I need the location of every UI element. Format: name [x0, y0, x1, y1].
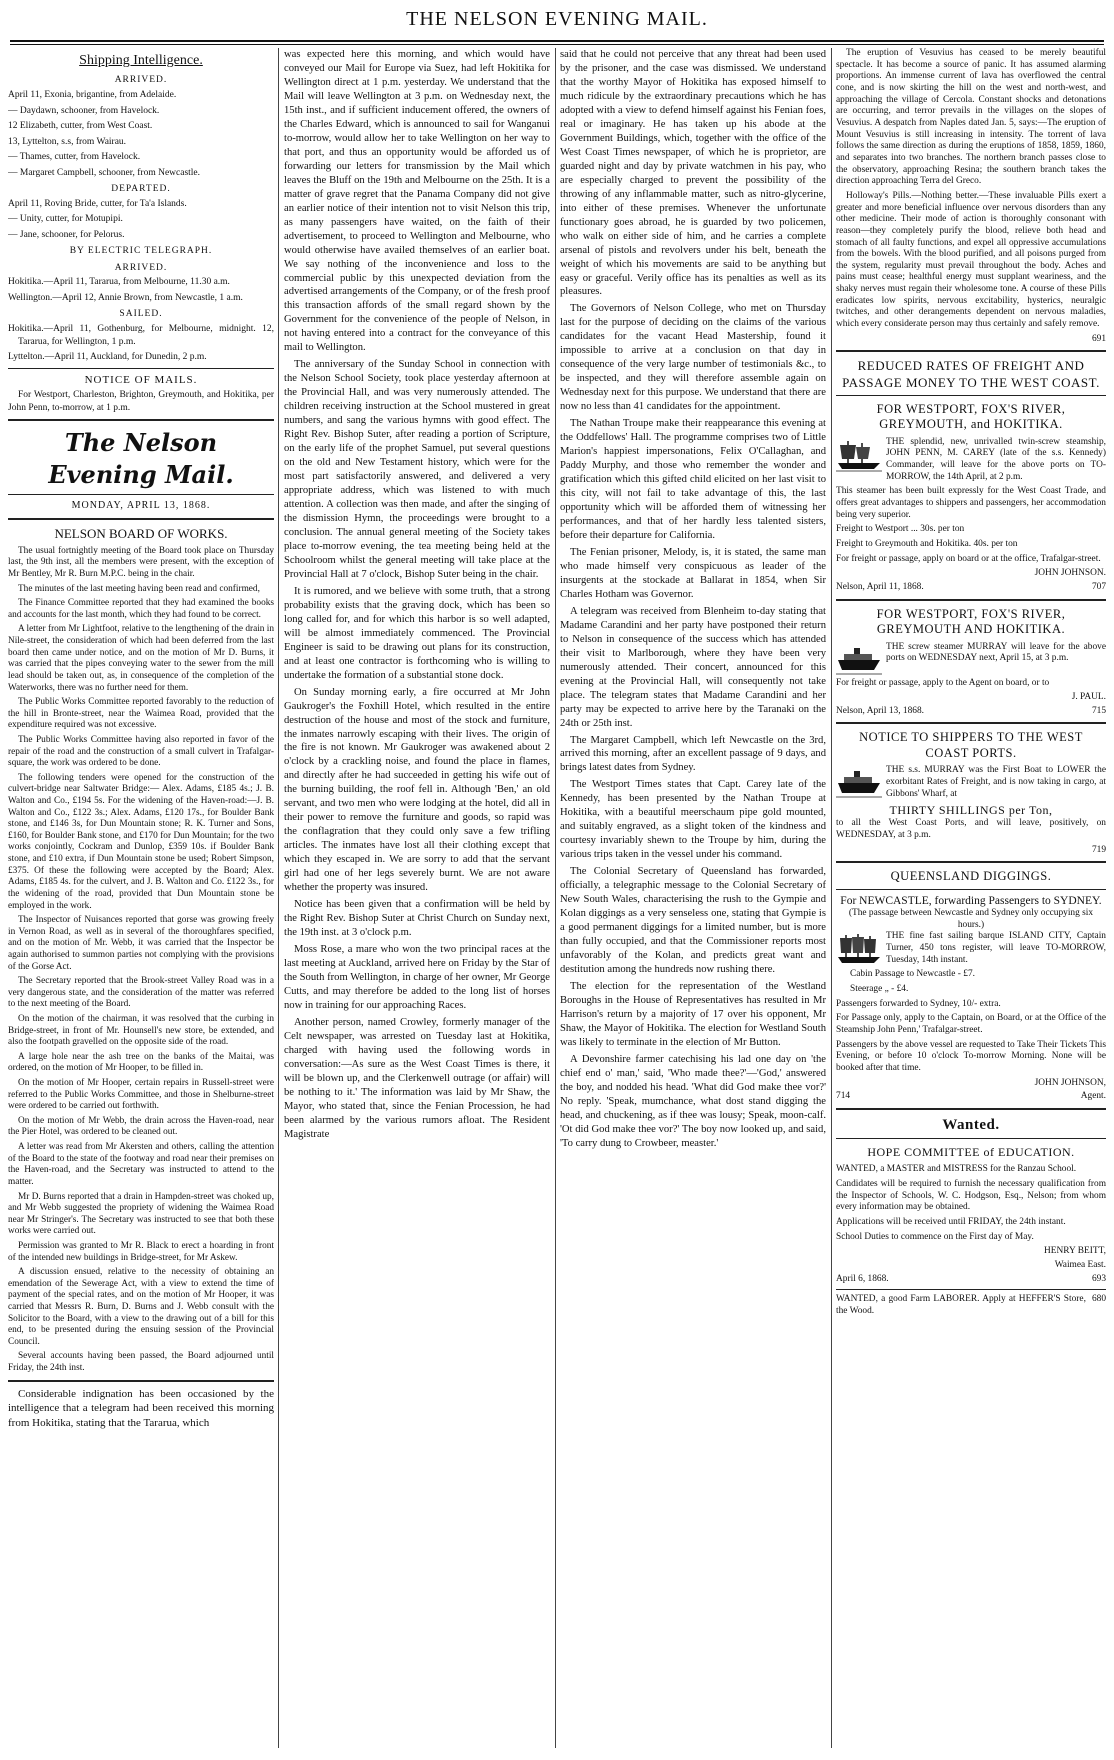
column-rule: [278, 48, 279, 1748]
paragraph: A discussion ensued, relative to the necessity of obtaining an emendation of the Sewerage Act, with a view to extend the time of payment of the special rates, and on the motion of Mr Hooper, it was carried that Messrs R. Burn, D. Burns and J. Webb consult with the Solicitor to the Board, with a view to the drawing out of a bill for this end, to be presented during the ensuing session of the Provincial Council.: [8, 1267, 274, 1347]
arrived-list: [8, 89, 274, 179]
paragraph: A large hole near the ash tree on the banks of the Maitai, was ordered, on the motion of Mr Hooper, to be filled in.: [8, 1051, 274, 1074]
ad-text: This steamer has been built expressly for the West Coast Trade, and offers great advantages to shippers and passengers, her accommodation being very superior.: [836, 486, 1106, 520]
ad-murray: [836, 607, 1106, 718]
divider: [836, 861, 1106, 863]
ad-notice-shippers: [836, 730, 1106, 856]
paragraph: On the motion of Mr Webb, the drain across the Haven-road, near the Pier Hotel, was ordered to be cleaned out.: [8, 1115, 274, 1138]
fare-line: Steerage „ - £4.: [850, 983, 909, 994]
ad-text: THE screw steamer MURRAY will leave for the above ports on WEDNESDAY next, April 15, at 3 p.m.: [886, 641, 1106, 664]
paragraph: The Inspector of Nuisances reported that gorse was growing freely in Vernon Road, as well as in several of the thoroughfares specified, and on the motion of Mr. Webb, it was carried that the Inspector be again authorised to summon parties not complying with the provisions of the Gorse Act.: [8, 915, 274, 972]
freight-line: Freight to Greymouth and Hokitika. 40s. per ton: [836, 538, 1018, 549]
board-title: NELSON BOARD OF WORKS.: [54, 525, 228, 541]
paragraph: said that he could not perceive that any threat had been used by the prisoner, and the case was dismissed. We understand that the worthy Mayor of Hokitika has exposed himself to much ridicule by the extraordinary precautions which he has adopted with a view to defend himself against his Fenian foes, real or imaginary. He has taken up his abode at the Government Buildings, which, together with the office of the West Coast Times newspaper, of which he is proprietor, are guarded night and day by private watchmen in his pay, who are especially charged to prevent the possibility of the throwing of any inflammable matter, such as nitro-glycerine, into either of these premises. Whenever the unfortunate functionary goes abroad, he is guarded by two policemen, who walk on either side of him, and he carries a complete arsenal of pistols and revolvers under his belt, beneath the weight of which his movements are said to be anything but easy or graceful. Verily office has its penalties as well as its pleasures.: [560, 49, 826, 298]
sailed-list: [8, 323, 274, 364]
column-2: [284, 48, 550, 1748]
mails-title: NOTICE OF MAILS.: [84, 373, 198, 386]
ad-number: 715: [1091, 705, 1106, 716]
paragraph: On Sunday morning early, a fire occurred at Mr John Gaukroger's the Foxhill Hotel, which resulted in the entire destruction of the house and most of the stock and furniture, the inmates narrowly escaping with their lives. The origin of the fire is not known. Mr Gaukroger was awakened about 2 o'clock by a crackling noise, and found the place in flames, and directly after he had succeeded in getting his wife out of the burning building, the roof fell in. Although 'Ben,' an old servant, and two men who were lodging at the hotel, did all in their power to remove the furniture and goods, so rapid was the conflagration that they could only save a few trifling articles. The inmates have lost all their clothing except that which they escaped in. We are sorry to add that the servant girl had one of her legs severely burnt. We are not aware whether the property was insured.: [284, 686, 550, 894]
ad-rate: THIRTY SHILLINGS per Ton,: [889, 803, 1053, 818]
list-item: — Unity, cutter, for Motupipi.: [8, 214, 123, 225]
fare-line: Cabin Passage to Newcastle - £7.: [850, 969, 975, 980]
arrived-label: ARRIVED.: [114, 75, 168, 86]
ad-date: Nelson, April 11, 1868.: [836, 581, 924, 592]
ad-text: Passengers by the above vessel are requested to Take Their Tickets This Evening, or before 10 o'clock To-morrow Morning. None will be booked after that time.: [836, 1039, 1106, 1073]
paragraph: Permission was granted to Mr R. Black to erect a hoarding in front of the intended new buildings in Bridge-street, for Mr Askew.: [8, 1240, 274, 1263]
column-1: [8, 48, 274, 1748]
ad-text: Applications will be received until FRIDAY, the 24th instant.: [836, 1216, 1066, 1227]
list-item: Hokitika.—April 11, Gothenburg, for Melbourne, midnight. 12, Tararua, for Wellington, 1 p.m.: [8, 323, 274, 347]
paragraph: Another person, named Crowley, formerly manager of the Celt newspaper, was arrested on Tuesday last at Hokitika, charged with having used the following words in conversation:—As sure as the West Coast Times is there, it will be blown up, and the Clerkenwell outrage (or affair) will be nothing to it.' The information was laid by Mr Shaw, the Mayor, who stated that, since the Fenian Procession, he had been alarmed by the various rumors afloat. The Resident Magistrate: [284, 1016, 550, 1140]
divider: [8, 1380, 274, 1382]
paragraph: The election for the representation of the Westland Boroughs in the House of Representatives has resulted in Mr Harrison's return by a majority of 17 over his opponent, Mr Shaw, the Mayor of Hokitika. The election for Westland South was likely to terminate in the election of Mr Button.: [560, 980, 826, 1048]
ad-text: School Duties to commence on the First day of May.: [836, 1231, 1034, 1242]
departed-list: [8, 198, 274, 242]
paragraph: The Colonial Secretary of Queensland has forwarded, officially, a telegraphic message to the Colonial Secretary of New South Wales, characterising the rush to the Gympie and Kolan diggings as a very senseless one, stating that Gympie is a good permanent diggings for a limited number, but is more than fully occupied, and that the Commissioner reports most unfavorably of the Kolan, and predicts great want and destitution among the hundreds now rushing there.: [560, 866, 826, 975]
wanted-title: Wanted.: [942, 1116, 1000, 1133]
paragraph: A telegram was received from Blenheim to-day stating that Madame Carandini and her party have postponed their return to Nelson in consequence of the success which has attended their visit to Marlborough, where they have been very numerously attended. Their concert, announced for this evening at the Provincial Hall, will consequently not take place. The telegram states that Madame Carandini and her party may be expected to arrive here by the Taranaki on the 24th or 25th inst.: [560, 605, 826, 729]
divider: [8, 419, 274, 421]
divider: [836, 1138, 1106, 1139]
ad-text: For freight or passage, apply to the Agent on board, or to: [836, 677, 1050, 688]
ad-title: FOR WESTPORT, FOX'S RIVER, GREYMOUTH, and HOKITIKA.: [876, 401, 1066, 432]
list-item: — Margaret Campbell, schooner, from Newcastle.: [8, 167, 201, 178]
ad-signature: JOHN JOHNSON,: [1034, 1077, 1106, 1088]
paragraph: On the motion of the chairman, it was resolved that the curbing in Bridge-street, in front of Mr. Hounsell's new store, be extended, and also the footpath gravelled on the opposite side of the road.: [8, 1013, 274, 1048]
ad-text: For Passage only, apply to the Captain, on Board, or at the Office of the Steamship John Penn,' Trafalgar-street.: [836, 1013, 1106, 1035]
paragraph: The Public Works Committee having also reported in favor of the repair of the road and the construction of a small culvert in Trafalgar-square, the work was ordered to be done.: [8, 734, 274, 769]
list-item: — Daydawn, schooner, from Havelock.: [8, 105, 160, 116]
list-item: Hokitika.—April 11, Tararua, from Melbourne, 11.30 a.m.: [8, 277, 230, 288]
column-4: [836, 48, 1106, 1748]
holloway-paragraph: Holloway's Pills.—Nothing better.—These invaluable Pills exert a greater and more beneficial influence over nervous disorders than any other medicine. Their mode of action is thoroughly consonant with reason—they completely purify the blood, relieve both head and stomach of all faulty functions, and expel all oppressive accumulations from the bowels. With the blood purified, and all poisons purged from the system, regularity must prevail throughout the body. Aches and pains must cease; healthful energy must supplant weariness, and the shaky nerves must regain their wholesome tone. A course of these Pills eradicates low spirits, nervous excitability, hysterics, neuralgic twitches, and other derangements dependent on nervous maladies, which every considerate person may thus certainly and safely remove.: [836, 190, 1106, 330]
paper-title: The Nelson Evening Mail.: [48, 428, 234, 489]
divider: [836, 1108, 1106, 1110]
ad-text: THE s.s. MURRAY was the First Boat to LOWER the exorbitant Rates of Freight, and is now taking in cargo, at Gibbons' Wharf, at: [886, 765, 1106, 799]
departed-label: DEPARTED.: [111, 184, 171, 195]
ad-title: QUEENSLAND DIGGINGS.: [890, 869, 1052, 884]
top-rule: [10, 40, 1104, 45]
list-item: — Thames, cutter, from Havelock.: [8, 152, 141, 163]
ad-signature: JOHN JOHNSON.: [1034, 568, 1106, 579]
ad-hope-committee: [836, 1145, 1106, 1285]
ad-date: Nelson, April 13, 1868.: [836, 705, 925, 716]
ad-footer: [836, 706, 1106, 718]
divider: [836, 889, 1106, 890]
divider: [836, 350, 1106, 352]
indignation-paragraph: Considerable indignation has been occasioned by the intelligence that a telegram had been received this morning from Hokitika, stating that the Tararua, which: [8, 1387, 274, 1429]
paragraph: The Public Works Committee reported favorably to the reduction of the hill in Bronte-street, near the Waimea Road, provided that the expenditure required was not excessive.: [8, 697, 274, 731]
telegraph-label: BY ELECTRIC TELEGRAPH.: [69, 246, 213, 257]
ad-title: HOPE COMMITTEE of EDUCATION.: [867, 1145, 1075, 1160]
paragraph: The anniversary of the Sunday School in connection with the Nelson School Society, took place yesterday afternoon at the Provincial Hall, and was very numerously attended. The children receiving instruction at the School mustered in great numbers, and sang the various hymns with good effect. The Right Rev. Bishop Suter, after reading a portion of Scripture, on the early life of the prophet Samuel, put several questions on the old and New Testament history, which were for the most part satisfactorily answered, and delivered a very appropriate address, which was listened to with much attention. A collection was then made, and after the singing of the dismission Hymn, the proceedings were brought to a conclusion. The annual general meeting of the Society takes place to-morrow evening, the tea meeting being held at the Schoolroom whilst the general meeting will take place at the Provincial Hall at 7 o'clock, Bishop Suter being in the chair.: [284, 359, 550, 580]
list-item: 13, Lyttelton, s.s, from Wairau.: [8, 136, 127, 147]
paragraph: Mr D. Burns reported that a drain in Hampden-street was choked up, and Mr Webb suggested the propriety of widening the Waimea Road near Mr Stringer's. The Secretary was instructed to see that both these works were carried out.: [8, 1191, 274, 1237]
sailed-label: SAILED.: [119, 309, 163, 320]
barque-icon: [836, 933, 882, 967]
ad-text: to all the West Coast Ports, and will leave, positively, on WEDNESDAY, at 3 p.m.: [836, 818, 1106, 840]
ad-footer: [836, 582, 1106, 594]
divider: [836, 599, 1106, 601]
paragraph: A letter from Mr Lightfoot, relative to the lengthening of the drain in Nile-street, the consideration of which had been deferred from the last board then came under notice, and on the motion of Mr D. Burns, it was carried that the pipes conveying water to the sewer from the mill lead should be taken out, as, in consequence of the completion of the Waterworks, there was no further need for them.: [8, 624, 274, 693]
ad-text: Passengers forwarded to Sydney, 10/- extra.: [836, 998, 1001, 1009]
column-rule: [831, 48, 832, 1748]
paragraph: The following tenders were opened for the construction of the culvert-bridge near Saltwater Bridge:— Alex. Adams, £185 4s.; J. B. Walton and Co., £194 5s. For the widening of the Haven-road:—J. B. Walton and Co., £122 3s.; Alex. Adams, £120 17s., for Boulder Bank stone, and £146 3s, for Dun Mountain stone; R. K. Turner and Sons, £160, for Boulder Bank stone, and £170 for Dun Mountain; for the two works conjointly, Cockram and Dunlop, £359 10s. if Boulder Bank stone, and £10 extra, if Dun Mountain stone be used; Robert Simpson, £375. Of these the following were accepted by the Board; Alex. Adams, £185 4s. for the culvert, and J. B. Walton and Co. £122 3s., for the widening of the road, provided that Dun Mountain stone be employed in the work.: [8, 772, 274, 911]
paragraph: The Finance Committee reported that they had examined the books and accounts for the last month, which they had found to be correct.: [8, 598, 274, 620]
steamer-icon: [836, 644, 882, 678]
ad-number: 691: [1091, 333, 1106, 344]
board-article: [8, 546, 274, 1375]
ad-text: THE fine fast sailing barque ISLAND CITY, Captain Turner, 450 tons register, will leave TO-MORROW, Tuesday, 14th instant.: [886, 931, 1106, 965]
ad-footer: [836, 1091, 1106, 1103]
column-3: [560, 48, 826, 1748]
list-item: Wellington.—April 12, Annie Brown, from Newcastle, 1 a.m.: [8, 292, 243, 303]
ad-footer: [836, 1274, 1106, 1286]
masthead: THE NELSON EVENING MAIL.: [406, 8, 708, 30]
column-rule: [555, 48, 556, 1748]
telegraph-arrived-list: [8, 276, 274, 304]
ad-text: For freight or passage, apply on board or at the office, Trafalgar-street.: [836, 553, 1101, 564]
list-item: April 11, Roving Bride, cutter, for Ta'a Islands.: [8, 198, 187, 209]
ad-title: FOR WESTPORT, FOX'S RIVER, GREYMOUTH AND HOKITIKA.: [876, 606, 1066, 636]
divider: [836, 1289, 1106, 1290]
ad-number: 719: [1091, 844, 1106, 855]
paragraph: Moss Rose, a mare who won the two principal races at the last meeting at Auckland, arrived here on Friday by the Star of the South from Wellington, in charge of her owner, Mr George Cutts, and may therefore be added to the long list of horses now in training for our approaching Races.: [284, 944, 550, 1011]
ad-text: Candidates will be required to furnish the necessary qualification from the Inspector of Schools, W. C. Hodgson, Esq., Nelson; from whom every information may be obtained.: [836, 1179, 1106, 1213]
ship-icon: [836, 439, 882, 473]
paragraph: On the motion of Mr Hooper, certain repairs in Russell-street were referred to the Public Works Committee, and those in Shelburne-street were ordered to be carried out forthwith.: [8, 1078, 274, 1112]
ad-signature: J. PAUL.: [1071, 692, 1106, 703]
ad-john-penn: [836, 402, 1106, 594]
ad-agent: Agent.: [1080, 1091, 1106, 1102]
vesuvius-paragraph: The eruption of Vesuvius has ceased to be merely beautiful spectacle. It has become a source of panic. It has assumed alarming proportions. An immense current of lava has overflowed the central cone, and is now skirting the hill on the west and north-west, and approaching the village of Cercola. Constant shocks and detonations are occurring, and terror prevails in the villages on the slopes of Vesuvius. A despatch from Naples dated Jan. 5, says:—The eruption of Mount Vesuvius is still increasing in intensity. The torrent of lava follows the same direction as during the eruptions of 1858, 1859, 1860, and separates into two branches. The northern branch passes close to the observatory, approaching Resina; the southern branch takes the direction approaching Terra del Greco.: [836, 48, 1106, 187]
shipping-title: Shipping Intelligence.: [79, 53, 203, 68]
paragraph: The Governors of Nelson College, who met on Thursday last for the purpose of deciding on the claims of the various candidates for the vacant Head Mastership, found it impossible to arrive at a conclusion on that day in consequence of the very large number of testimonials &c., to be inspected, and they will therefore assemble again on Wednesday next for this purpose. We understand that there are now no less than 41 candidates for the appointment.: [560, 303, 826, 413]
ad-note: (The passage between Newcastle and Sydney only occupying six hours.): [848, 908, 1094, 930]
ad-number: 693: [1091, 1273, 1106, 1284]
ad-number: 680: [1091, 1294, 1106, 1305]
ad-subtitle: For NEWCASTLE, forwarding Passengers to SYDNEY.: [840, 894, 1102, 907]
reduced-rates-title: REDUCED RATES OF FREIGHT AND PASSAGE MONEY TO THE WEST COAST.: [842, 358, 1100, 390]
freight-line: Freight to Westport ... 30s. per ton: [836, 524, 965, 535]
list-item: April 11, Exonia, brigantine, from Adelaide.: [8, 90, 177, 100]
paragraph: Several accounts having been passed, the Board adjourned until Friday, the 24th inst.: [8, 1351, 274, 1374]
mails-text: For Westport, Charleston, Brighton, Greymouth, and Hokitika, per John Penn, to-morrow, at 1 p.m.: [8, 390, 274, 413]
steamer-icon: [836, 767, 882, 801]
paragraph: Notice has been given that a confirmation will be held by the Right Rev. Bishop Suter at Christ Church on Sunday next, the 19th inst. at 3 o'clock p.m.: [284, 899, 550, 939]
paragraph: was expected here this morning, and which would have conveyed our Mail for Europe via Suez, had left Hokitika for Wellington direct at 1 p.m. yesterday. We understand that the Mail will leave Wellington at 3 p.m. on Wednesday next, the 15th inst., and if sufficient inducement offered, the owners of the Charles Edward, which is announced to sail for Wanganui to-morrow, would allow her to take Wellington on her way to that port, and thus an opportunity would be afforded us of forwarding our letters for transmission by the Mail which leaves the Bluff on the 19th and Melbourne on the 25th. It is a matter of grave regret that the Panama Company did not give an earlier notice of their intention not to visit Nelson this trip, as many passengers have waited, on the faith of their advertisement, to proceed to Wellington and Melbourne, who would otherwise have availed themselves of an earlier boat. We say nothing of the inconvenience and loss to the commercial public by this unexpected deviation from the advertised arrangements of the Company, or of the fresh proof this transaction affords of the small regard shown by the Government for the convenience of the people of Nelson, in not having entered into a contract for the conveyance of this mail to Wellington.: [284, 49, 550, 354]
ad-text: THE splendid, new, unrivalled twin-screw steamship, JOHN PENN, M. CAREY (late of the s.s. Kennedy) Commander, will leave for the above ports on TO-MORROW, the 14th April, at 2 p.m.: [886, 436, 1106, 482]
list-item: — Jane, schooner, for Pelorus.: [8, 229, 125, 240]
paragraph: The Westport Times states that Capt. Carey late of the Kennedy, has been presented by the Nathan Troupe at Hokitika, with a beautiful meerschaum pipe gold mounted, and suitably engraved, as a slight token of the kindness and courtesy invariably shewn to the Troupe by him, during the various trips taken in the vessel under his command.: [560, 779, 826, 861]
arrived2-label: ARRIVED.: [114, 262, 168, 273]
divider: [836, 722, 1106, 724]
paragraph: The Fenian prisoner, Melody, is, it is stated, the same man who made himself very conspicuous as leader of the insurgents at the stockade at Ballarat in 1854, when Sir Charles Hotham was Governor.: [560, 546, 826, 600]
ad-queensland: [836, 869, 1106, 1103]
ad-text: WANTED, a good Farm LABORER. Apply at HEFFER'S Store, the Wood.: [836, 1294, 1086, 1316]
paragraph: The minutes of the last meeting having been read and confirmed,: [18, 583, 260, 594]
divider: [8, 368, 274, 369]
paragraph: A letter was read from Mr Akersten and others, calling the attention of the Board to the state of the footway and road near their premises on the Haven-road, and the Secretary was instructed to attend to the matter.: [8, 1142, 274, 1187]
divider: [8, 494, 274, 495]
list-item: 12 Elizabeth, cutter, from West Coast.: [8, 121, 153, 132]
ad-text: WANTED, a MASTER and MISTRESS for the Ranzau School.: [836, 1164, 1077, 1175]
ad-farm-laborer: [836, 1294, 1106, 1317]
list-item: Lyttelton.—April 11, Auckland, for Dunedin, 2 p.m.: [8, 352, 207, 363]
divider: [836, 395, 1106, 396]
paragraph: The Nathan Troupe make their reappearance this evening at the Oddfellows' Hall. The programme comprises two of Little Marion's happiest impersonations, Felix O'Callaghan, and Paddy Murphy, and those who remember the wonder and gratification which this gifted child elicited on her last visit to this city, will not fail to take advantage of this, the last opportunity which will be afforded them of witnessing her performances, and that of her hardly less talented sisters, before their departure for California.: [560, 418, 826, 541]
paragraph: The usual fortnightly meeting of the Board took place on Thursday last, the 9th inst, all the members were present, with the exception of Mr Bentley, Mr R. Burn M.P.C. being in the chair.: [8, 545, 274, 580]
divider: [8, 518, 274, 520]
ad-title: NOTICE TO SHIPPERS TO THE WEST COAST PORTS.: [859, 730, 1083, 760]
ad-number: 707: [1091, 581, 1106, 592]
paragraph: It is rumored, and we believe with some truth, that a strong probability exists that the graving dock, which has been so long called for, and for which this harbor is so well adapted, will be almost immediately commenced. The Provincial Engineer is said to be drawing out plans for its construction, and at least one contractor is forthcoming who is willing to undertake the formation of a substantial stone dock.: [284, 585, 550, 681]
paragraph: The Margaret Campbell, which left Newcastle on the 3rd, arrived this morning, after an excellent passage of 9 days, and brings latest dates from Sydney.: [560, 734, 826, 774]
ad-date: April 6, 1868.: [836, 1273, 889, 1284]
issue-date: MONDAY, APRIL 13, 1868.: [71, 500, 211, 512]
paragraph: A Devonshire farmer catechising his lad one day on 'the chief end o' man,' said, 'Who made thee?'—'God,' answered the boy, and nodded his head. 'What did God make thee vor?' No reply. 'Speak, mumchance, what dost stand digging the head, and chuckening, as if thee was lousy; Speak, moon-calf. 'Ot did God make thee vor?' The boy now looked up, and said, 'To carry dung to Crowbeer, measter.': [560, 1053, 826, 1149]
paragraph: The Secretary reported that the Brook-street Valley Road was in a very dangerous state, and the consideration of the matter was referred to the next meeting of the Board.: [8, 976, 274, 1010]
ad-signature-place: Waimea East.: [1054, 1259, 1106, 1270]
ad-number: 714: [836, 1091, 851, 1102]
ad-signature: HENRY BEITT,: [1044, 1246, 1106, 1257]
